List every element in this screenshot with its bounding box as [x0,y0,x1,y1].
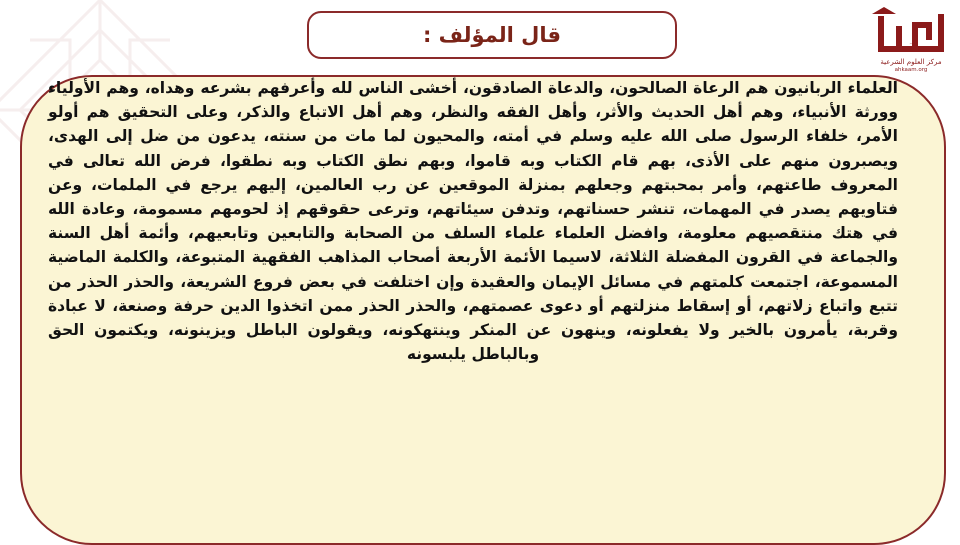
page-title: قال المؤلف : [422,23,562,47]
logo [868,4,954,76]
title-box [307,11,677,59]
logo-url: ahkaam.org [894,67,928,73]
body-text: العلماء الربانيون هم الرعاة الصالحون، والدعاة الصادقون، أخشى الناس لله وأعرفهم بشرعه وهداه، وهم الأولياء وورثة الأنبياء، وهم أهل الحديث والأثر، وأهل الفقه والنظر، وهم أهل الاتباع والذكر، وعلى التحقيق هم أولو الأمر، خلفاء الرسول صلى الله عليه وسلم في أمته، والمحيون لما مات من سنته، يدعون من ضل إلى الهدى، ويصبرون منهم على الأذى، بهم قام الكتاب وبه قاموا، وبهم نطق الكتاب وبه نطقوا، فرض الله تعالى في المعروف طاعتهم، وأمر بمحبتهم وجعلهم بمنزلة الموقعين عن رب العالمين، إليهم يرجع في الملمات، وعن فتاويهم يصدر في المهمات، تنشر حسناتهم، وتدفن سيئاتهم، وترعى حقوقهم إذ لحومهم مسمومة، وعادة الله في هتك منتقصيهم معلومة، وافضل العلماء علماء السلف من الصحابة والتابعين وتابعيهم، وأئمة أهل السنة والجماعة في القرون المفضلة الثلاثة، لاسيما الأئمة الأربعة أصحاب المذاهب الفقهية المتبوعة، والكلمة الماضية المسموعة، اجتمعت كلمتهم في مسائل الإيمان والعقيدة وإن اختلفت في بعض فروع الشريعة، والحذر الحذر من تتبع واتباع زلاتهم، أو إسقاط منزلتهم أو دعوى عصمتهم، والحذر الحذر ممن اتخذوا الدين حرفة وصنعة، لا عبادة وقربة، يأمرون بالخير ولا يفعلونه، وينهون عن المنكر وينتهكونه، ويقولون الباطل ويزينونه، ويكتمون الحق وبالباطل يلبسونه [48,79,898,364]
logo-wordmark: إحكام [909,44,913,45]
logo-caption: مركز العلوم الشرعية [880,58,942,66]
logo-mark [868,4,954,56]
